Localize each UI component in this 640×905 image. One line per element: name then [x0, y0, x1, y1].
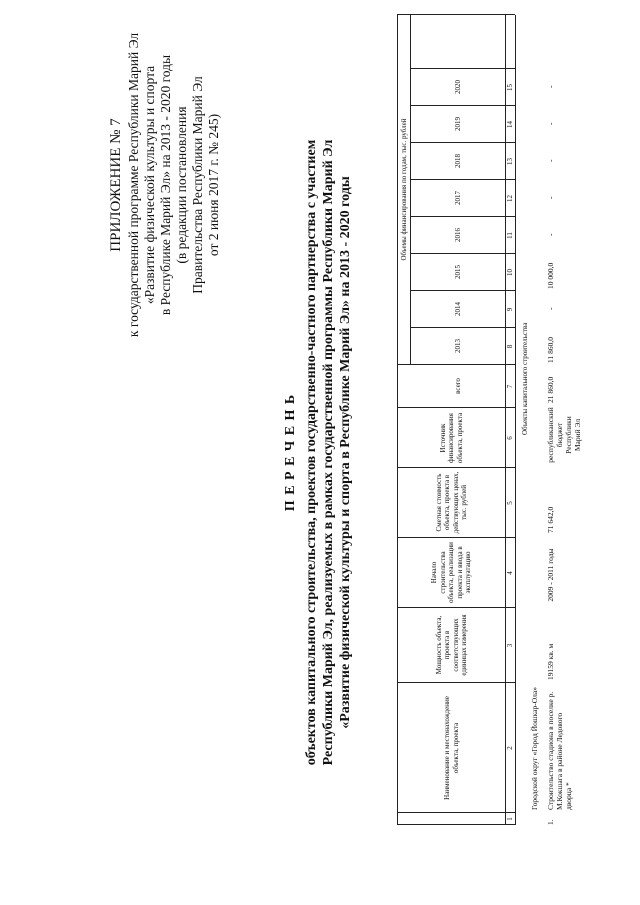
appendix-line-7: от 2 июня 2017 г. № 245)	[206, 113, 221, 257]
header-name: Наименование и местонахождение объекта, проекта	[443, 696, 460, 800]
header-year-2017: 2017	[453, 191, 462, 205]
row-year-2013: 11 860,0	[546, 337, 555, 363]
col-number-3: 3	[505, 643, 514, 648]
appendix-line-5: (в редакции постановления	[174, 106, 189, 264]
col-number-10: 10	[505, 269, 514, 276]
header-source: Источник финансирования объекта, проекта	[438, 412, 464, 464]
appendix-line-3: «Развитие физической культуры и спорта	[142, 65, 157, 305]
row-year-2019: -	[546, 122, 555, 125]
row-start: 2009 - 2011 годы	[546, 548, 555, 602]
col-number-13: 13	[505, 158, 514, 165]
col-number-6: 6	[505, 436, 514, 440]
row-year-2016: -	[546, 233, 555, 236]
row-source: республиканский бюджет Республики Марий Эл	[546, 407, 582, 463]
title-line-3: «Развитие физической культуры и спорта в Республике Марий Эл» на 2013 - 2020 годы	[338, 176, 353, 729]
header-funding: Объемы финансирования по годам, тыс. рублей	[399, 118, 408, 261]
row-year-2017: -	[546, 196, 555, 199]
row-total: 21 860,0	[546, 376, 555, 403]
header-year-2015: 2015	[453, 265, 462, 279]
header-year-2019: 2019	[453, 117, 462, 131]
col-number-14: 14	[505, 121, 514, 128]
col-number-5: 5	[505, 501, 514, 505]
section-heading: Объекты капитального строительства	[521, 322, 529, 435]
header-cost: Сметная стоимость объекта, проекта в действующих ценах, тыс. рублей	[434, 471, 468, 534]
header-total: всего	[453, 378, 462, 394]
row-year-2015: 10 000,0	[546, 262, 555, 289]
header-capacity: Мощность объекта, проекта в соответствующих единицах измерения	[434, 614, 468, 676]
col-number-8: 8	[505, 344, 514, 349]
header-year-2016: 2016	[453, 228, 462, 242]
col-number-11: 11	[505, 232, 514, 239]
row-year-2020: -	[546, 85, 555, 88]
col-number-2: 2	[505, 746, 514, 750]
appendix-line-6: Правительства Республики Марий Эл	[190, 76, 205, 294]
appendix-title: ПРИЛОЖЕНИЕ № 7	[108, 118, 124, 252]
title-line-2: Республики Марий Эл, реализуемых в рамках государственной программы Республики Марий Эл	[321, 139, 336, 766]
title-line-1: объектов капитального строительства, проектов государственно-частного партнерства с участием	[304, 139, 319, 766]
row-year-2014: -	[546, 307, 555, 310]
district-label: Городской округ «Город Йошкар-Ола»	[530, 687, 539, 810]
col-number-15: 15	[505, 84, 514, 91]
row-name: Строительство стадиона в поселке р. М.Кокшага в районе Ледового дворца *	[546, 691, 573, 810]
header-year-2014: 2014	[453, 302, 462, 316]
col-number-9: 9	[505, 307, 514, 312]
col-number-1: 1	[505, 817, 514, 821]
row-number: 1.	[546, 819, 555, 825]
row-capacity: 19159 кв. м	[546, 643, 555, 680]
appendix-line-2: к государственной программе Республики Марий Эл	[126, 32, 141, 338]
col-number-7: 7	[505, 384, 514, 389]
header-year-2013: 2013	[453, 339, 462, 353]
header-year-2018: 2018	[453, 154, 462, 168]
header-start: Начало строительства объекта, реализации проекта и ввода в эксплуатацию	[430, 542, 473, 603]
row-year-2018: -	[546, 159, 555, 162]
row-cost: 71 642,0	[546, 506, 555, 533]
col-number-12: 12	[505, 195, 514, 202]
col-number-4: 4	[505, 571, 514, 575]
document-title: П Е Р Е Ч Е Н Ь	[283, 393, 298, 512]
appendix-line-4: в Республике Марий Эл» на 2013 - 2020 годы	[158, 54, 173, 316]
header-year-2020: 2020	[453, 80, 462, 94]
